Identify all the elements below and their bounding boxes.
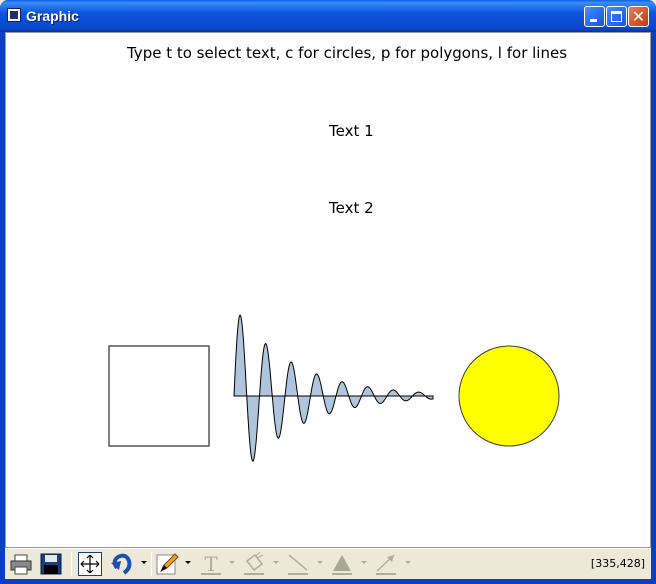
arrow-dropdown-icon[interactable] xyxy=(405,561,411,564)
line-dropdown-icon[interactable] xyxy=(317,561,323,564)
close-button[interactable] xyxy=(628,6,649,27)
square-shape[interactable] xyxy=(109,346,209,446)
text-tool-icon xyxy=(199,552,223,576)
fill-button[interactable] xyxy=(329,551,355,577)
undo-button[interactable] xyxy=(109,551,135,577)
fill-triangle-icon xyxy=(330,552,354,576)
app-icon[interactable] xyxy=(7,8,21,22)
instruction-text: Type t to select text, c for circles, p for polygons, l for lines xyxy=(126,44,568,62)
cursor-coordinates: [335,428] xyxy=(590,557,645,570)
paint-button[interactable] xyxy=(241,551,267,577)
fill-dropdown-icon[interactable] xyxy=(361,561,367,564)
window-title: Graphic xyxy=(26,8,79,24)
toolbar-separator xyxy=(71,552,72,576)
minimize-button[interactable] xyxy=(584,6,605,27)
undo-dropdown-icon[interactable] xyxy=(141,561,147,564)
pencil-icon xyxy=(156,552,180,576)
damped-wave-shape[interactable] xyxy=(234,315,433,461)
text-tool-button[interactable] xyxy=(198,551,224,577)
print-button[interactable] xyxy=(9,551,33,577)
floppy-disk-icon xyxy=(40,553,62,575)
text-item-2[interactable]: Text 2 xyxy=(329,199,374,217)
move-arrows-icon xyxy=(78,552,102,576)
window-bottom-border xyxy=(0,579,656,584)
bottom-toolbar xyxy=(5,548,651,579)
maximize-button[interactable] xyxy=(606,6,627,27)
text-dropdown-icon[interactable] xyxy=(229,561,235,564)
title-bar[interactable] xyxy=(0,0,656,32)
pencil-dropdown-icon[interactable] xyxy=(185,561,191,564)
close-icon: ✕ xyxy=(631,7,646,26)
save-button[interactable] xyxy=(38,551,64,577)
shapes-layer xyxy=(6,33,652,549)
undo-arrow-icon xyxy=(110,552,134,576)
paint-dropdown-icon[interactable] xyxy=(273,561,279,564)
paint-bucket-icon xyxy=(242,552,266,576)
maximize-icon xyxy=(611,11,622,22)
line-tool-button[interactable] xyxy=(285,551,311,577)
pencil-button[interactable] xyxy=(155,551,181,577)
circle-shape[interactable] xyxy=(459,346,559,446)
minimize-icon xyxy=(590,19,597,22)
arrow-tool-button[interactable] xyxy=(373,551,399,577)
move-button[interactable] xyxy=(77,551,103,577)
drawing-canvas[interactable] xyxy=(5,32,651,548)
line-tool-icon xyxy=(286,552,310,576)
printer-icon xyxy=(10,553,32,575)
toolbar-separator xyxy=(151,552,152,576)
text-item-1[interactable]: Text 1 xyxy=(329,122,374,140)
svg-text:T: T xyxy=(204,552,218,576)
arrow-tool-icon xyxy=(374,552,398,576)
